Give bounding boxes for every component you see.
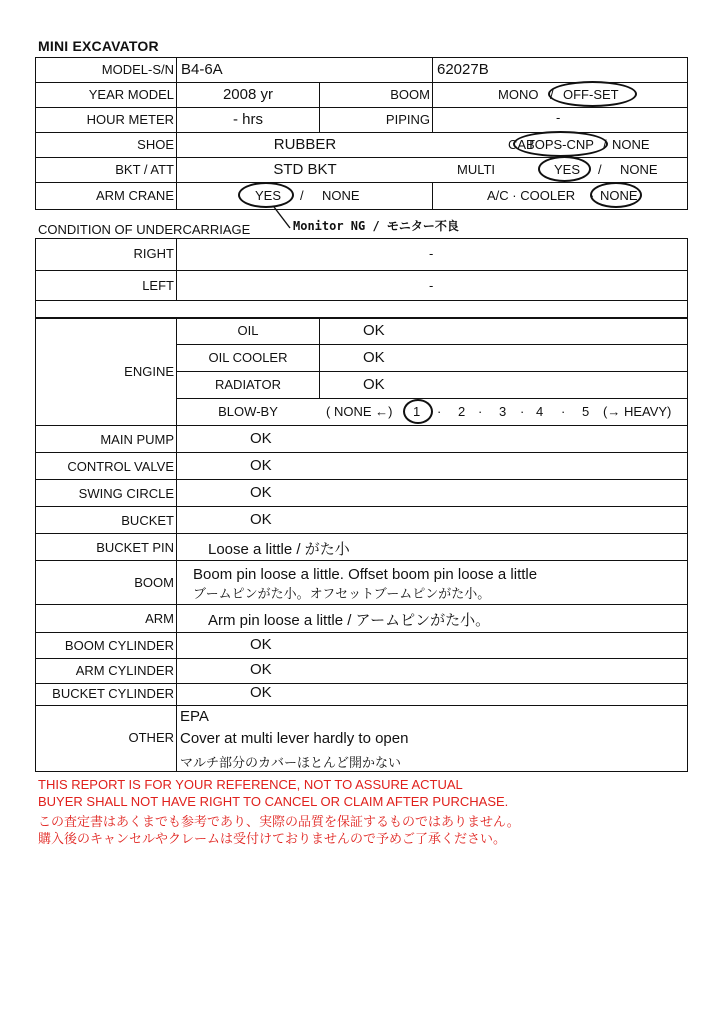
shoe-label: SHOE: [137, 137, 174, 152]
boom-cylinder-value: OK: [250, 636, 272, 653]
engine-oil-label: OIL: [237, 323, 259, 338]
piping-label: PIPING: [385, 112, 430, 127]
blowby-dot: ·: [437, 404, 442, 419]
undercarriage-right-label: RIGHT: [133, 246, 174, 261]
serial-number: 62027B: [437, 61, 489, 78]
engine-radiator-label: RADIATOR: [215, 377, 281, 392]
boom-mono-option: MONO: [498, 87, 539, 102]
control-valve-value: OK: [250, 457, 272, 474]
other-note-line-1: EPA: [180, 708, 209, 725]
multi-label: MULTI: [457, 162, 496, 177]
hour-meter-value: - hrs: [233, 111, 263, 128]
ac-separator: ·: [590, 188, 595, 203]
bucket-pin-value: Loose a little / がた小: [208, 541, 350, 558]
boom-note-japanese: ブームピンがた小。オフセットブームピンがた小。: [193, 586, 491, 601]
multi-yes-circle-mark: [538, 156, 591, 182]
undercarriage-left-label: LEFT: [142, 278, 174, 293]
blowby-level-3: 3: [499, 404, 507, 419]
undercarriage-left-value: -: [429, 278, 434, 293]
cab-none-option: NONE: [612, 137, 650, 152]
arm-crane-label: ARM CRANE: [95, 188, 174, 203]
engine-oil-cooler-value: OK: [363, 349, 385, 366]
engine-oil-cooler-label: OIL COOLER: [208, 350, 288, 365]
cab-label: CAB: [508, 137, 535, 152]
boom-note-english: Boom pin loose a little. Offset boom pin loose a little: [193, 566, 538, 583]
cab-tops-cnp-option: TOPS-CNP: [527, 137, 594, 152]
swing-circle-label: SWING CIRCLE: [78, 486, 174, 501]
ac-none-circle-mark: [590, 182, 642, 208]
bucket-cylinder-label: BUCKET CYLINDER: [52, 686, 174, 701]
blowby-level-4: 4: [536, 404, 544, 419]
hour-meter-label: HOUR METER: [86, 112, 174, 127]
other-label: OTHER: [128, 730, 174, 745]
blowby-dot: ·: [520, 404, 525, 419]
swing-circle-value: OK: [250, 484, 272, 501]
disclaimer-line-1: THIS REPORT IS FOR YOUR REFERENCE, NOT TO ASSURE ACTUAL: [38, 777, 463, 792]
main-pump-label: MAIN PUMP: [100, 432, 174, 447]
ac-cooler-label: A/C · COOLER: [487, 188, 576, 203]
blowby-dot: ·: [561, 404, 566, 419]
blowby-level-1: 1: [413, 404, 421, 419]
arm-label: ARM: [145, 611, 174, 626]
blowby-heavy-end: (→ HEAVY): [603, 404, 672, 419]
other-note-line-3: マルチ部分のカバーほとんど開かない: [180, 755, 402, 770]
shoe-value: RUBBER: [273, 136, 337, 153]
cab-tops-circle-mark: [513, 131, 608, 157]
arm-crane-yes-option: YES: [255, 188, 282, 203]
bucket-label: BUCKET: [121, 513, 174, 528]
arm-crane-none-option: NONE: [322, 188, 360, 203]
other-note-line-2: Cover at multi lever hardly to open: [180, 730, 409, 747]
undercarriage-heading: CONDITION OF UNDERCARRIAGE: [38, 222, 251, 237]
blowby-level-2: 2: [458, 404, 466, 419]
arm-value: Arm pin loose a little / アームピンがた小。: [208, 612, 491, 629]
boom-offset-circle-mark: [548, 81, 637, 107]
blowby-none-end: ( NONE ←): [326, 404, 393, 419]
multi-yes-option: YES: [554, 162, 581, 177]
control-valve-label: CONTROL VALVE: [67, 459, 174, 474]
year-model-label: YEAR MODEL: [88, 87, 174, 102]
document-title: MINI EXCAVATOR: [38, 38, 159, 54]
boom-separator: /: [550, 87, 554, 102]
boom-type-label: BOOM: [390, 87, 430, 102]
multi-none-option: NONE: [620, 162, 658, 177]
multi-separator: /: [598, 162, 602, 177]
bkt-att-value: STD BKT: [273, 161, 337, 178]
engine-radiator-value: OK: [363, 376, 385, 393]
monitor-note: Monitor NG / モニター不良: [293, 219, 459, 233]
engine-label: ENGINE: [124, 364, 174, 379]
piping-value: -: [556, 110, 561, 125]
disclaimer-line-2: BUYER SHALL NOT HAVE RIGHT TO CANCEL OR CLAIM AFTER PURCHASE.: [38, 794, 509, 809]
cab-separator: /: [603, 137, 607, 152]
boom-label: BOOM: [134, 575, 174, 590]
boom-cylinder-label: BOOM CYLINDER: [64, 638, 174, 653]
bkt-att-label: BKT / ATT: [115, 162, 174, 177]
engine-oil-value: OK: [363, 322, 385, 339]
undercarriage-right-value: -: [429, 246, 434, 261]
arm-cylinder-label: ARM CYLINDER: [75, 663, 174, 678]
boom-offset-option: OFF-SET: [563, 87, 619, 102]
disclaimer-line-4: 購入後のキャンセルやクレームは受付けておりませんので予めご了承ください。: [38, 831, 507, 846]
bucket-pin-label: BUCKET PIN: [96, 540, 174, 555]
arm-cylinder-value: OK: [250, 661, 272, 678]
model-value: B4-6A: [181, 61, 223, 78]
main-pump-value: OK: [250, 430, 272, 447]
ac-none-option: NONE: [600, 188, 638, 203]
bucket-cylinder-value: OK: [250, 684, 272, 701]
engine-blowby-label: BLOW-BY: [218, 404, 278, 419]
year-model-value: 2008 yr: [222, 86, 274, 103]
arm-crane-separator: /: [300, 188, 304, 203]
bucket-value: OK: [250, 511, 272, 528]
disclaimer-line-3: この査定書はあくまでも参考であり、実際の品質を保証するものではありません。: [38, 814, 520, 829]
model-sn-label: MODEL-S/N: [101, 62, 174, 77]
blowby-level-5: 5: [582, 404, 590, 419]
blowby-dot: ·: [478, 404, 483, 419]
blowby-selected-circle-mark: [403, 399, 433, 424]
